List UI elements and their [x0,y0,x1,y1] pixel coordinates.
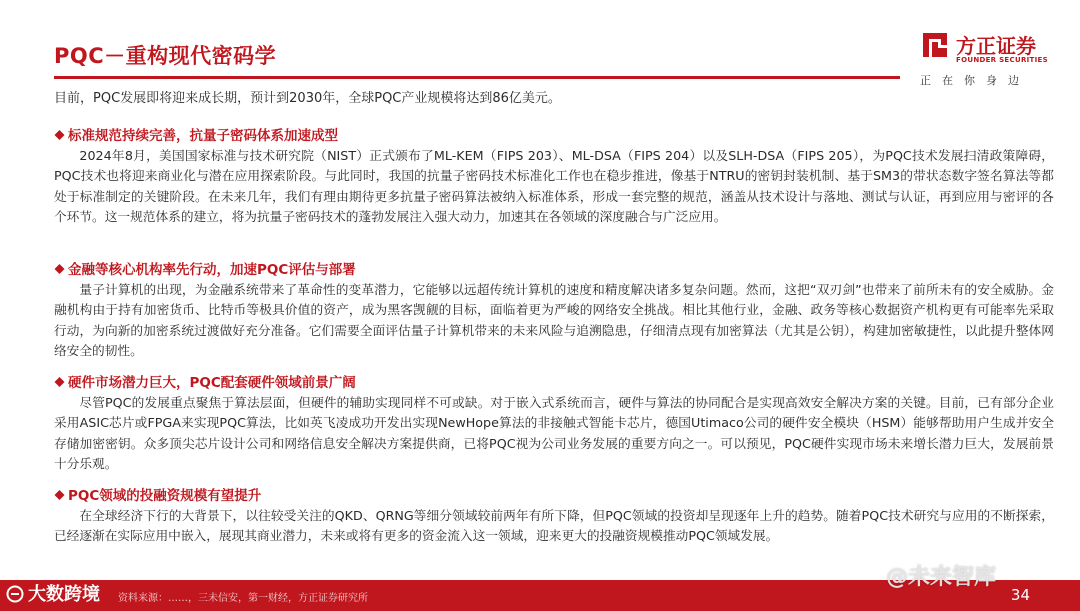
watermark-left [6,580,100,606]
watermark-logo-icon [6,585,24,603]
founder-logo [920,28,1060,98]
section-heading [54,486,1054,506]
section-investment [54,486,1054,547]
section-heading [54,373,1054,393]
section-hardware [54,373,1054,474]
page-title: PQC－重构现代密码学 [54,44,277,68]
section-standards [54,126,1054,227]
title-rule [54,76,900,79]
section-heading-text: 硬件市场潜力巨大，PQC配套硬件领域前景广阔 [68,375,356,391]
diamond-bullet-icon [54,377,65,387]
section-heading-text: 标准规范持续完善，抗量子密码体系加速成型 [68,128,338,144]
logo-cn-name: 方正证券 [956,34,1036,58]
section-heading [54,126,1054,146]
logo-slogan: 正在你身边 [920,74,1030,87]
section-body: 在全球经济下行的大背景下，以往较受关注的QKD、QRNG等细分领域较前两年有所下降，但PQC领域的投资却呈现逐年上升的趋势。随着PQC技术研究与应用的不断探索，已经逐渐在实际应用中嵌入，展现其商业潜力，未来或将有更多的资金流入这一领域，迎来更大的投融资规模推动PQC领域发展。 [54,508,1054,544]
section-heading [54,260,1054,280]
section-body: 尽管PQC的发展重点聚焦于算法层面，但硬件的辅助实现同样不可或缺。对于嵌入式系统而言，硬件与算法的协同配合是实现高效安全解决方案的关键。目前，已有部分企业采用ASIC芯片或FPGA来实现PQC算法，比如英飞凌成功开发出实现NewHope算法的非接触式智能卡芯片，德国Utimaco公司的硬件安全模块（HSM）能够帮助用户生成并安全存储加密密钥。众多顶尖芯片设计公司和网络信息安全解决方案提供商，已将PQC视为公司业务发展的重要方向之一。可以预见，PQC硬件实现市场未来增长潜力巨大，发展前景十分乐观。 [54,395,1054,471]
logo-en-name: FOUNDER SECURITIES [956,56,1048,64]
watermark-left-text: 大数跨境 [28,584,100,605]
section-finance [54,260,1054,361]
diamond-bullet-icon [54,264,65,274]
watermark-right: @未来智库 [886,565,997,590]
diamond-bullet-icon [54,130,65,140]
diamond-bullet-icon [54,490,65,500]
founder-logo-mark-icon [920,30,950,60]
footer-source: 资料来源：……，三未信安，第一财经，方正证券研究所 [118,593,368,604]
section-heading-text: PQC领域的投融资规模有望提升 [68,488,262,504]
page-number: 34 [1010,586,1030,604]
intro-text: 目前，PQC发展即将迎来成长期，预计到2030年，全球PQC产业规模将达到86亿美元。 [54,91,561,106]
section-body: 量子计算机的出现，为金融系统带来了革命性的变革潜力，它能够以远超传统计算机的速度和精度解决诸多复杂问题。然而，这把“双刃剑”也带来了前所未有的安全威胁。金融机构由于持有加密货币、比特币等极具价值的资产，成为黑客觊觎的目标，面临着更为严峻的网络安全挑战。相比其他行业，金融、政务等核心数据资产机构更有可能率先采取行动，为向新的加密系统过渡做好充分准备。它们需要全面评估量子计算机带来的未来风险与追溯隐患，仔细清点现有加密算法（尤其是公钥），构建加密敏捷性，以此提升整体网络安全的韧性。 [54,282,1054,358]
section-body: 2024年8月，美国国家标准与技术研究院（NIST）正式颁布了ML-KEM（FIPS 203）、ML-DSA（FIPS 204）以及SLH-DSA（FIPS 205），为PQC技术发展扫清政策障碍，PQC技术也将迎来商业化与潜在应用探索阶段。与此同时，我国的抗量子密码技术标准化工作也在稳步推进，像基于NTRU的密钥封装机制、基于SM3的带状态数字签名算法等都处于标准制定的关键阶段。在未来几年，我们有理由期待更多抗量子密码算法被纳入标准体系，形成一套完整的规范，涵盖从技术设计与落地、测试与认证，再到应用与密评的各个环节。这一规范体系的建立，将为抗量子密码技术的蓬勃发展注入强大动力，加速其在各领域的深度融合与广泛应用。 [54,148,1054,224]
section-heading-text: 金融等核心机构率先行动，加速PQC评估与部署 [68,262,356,278]
